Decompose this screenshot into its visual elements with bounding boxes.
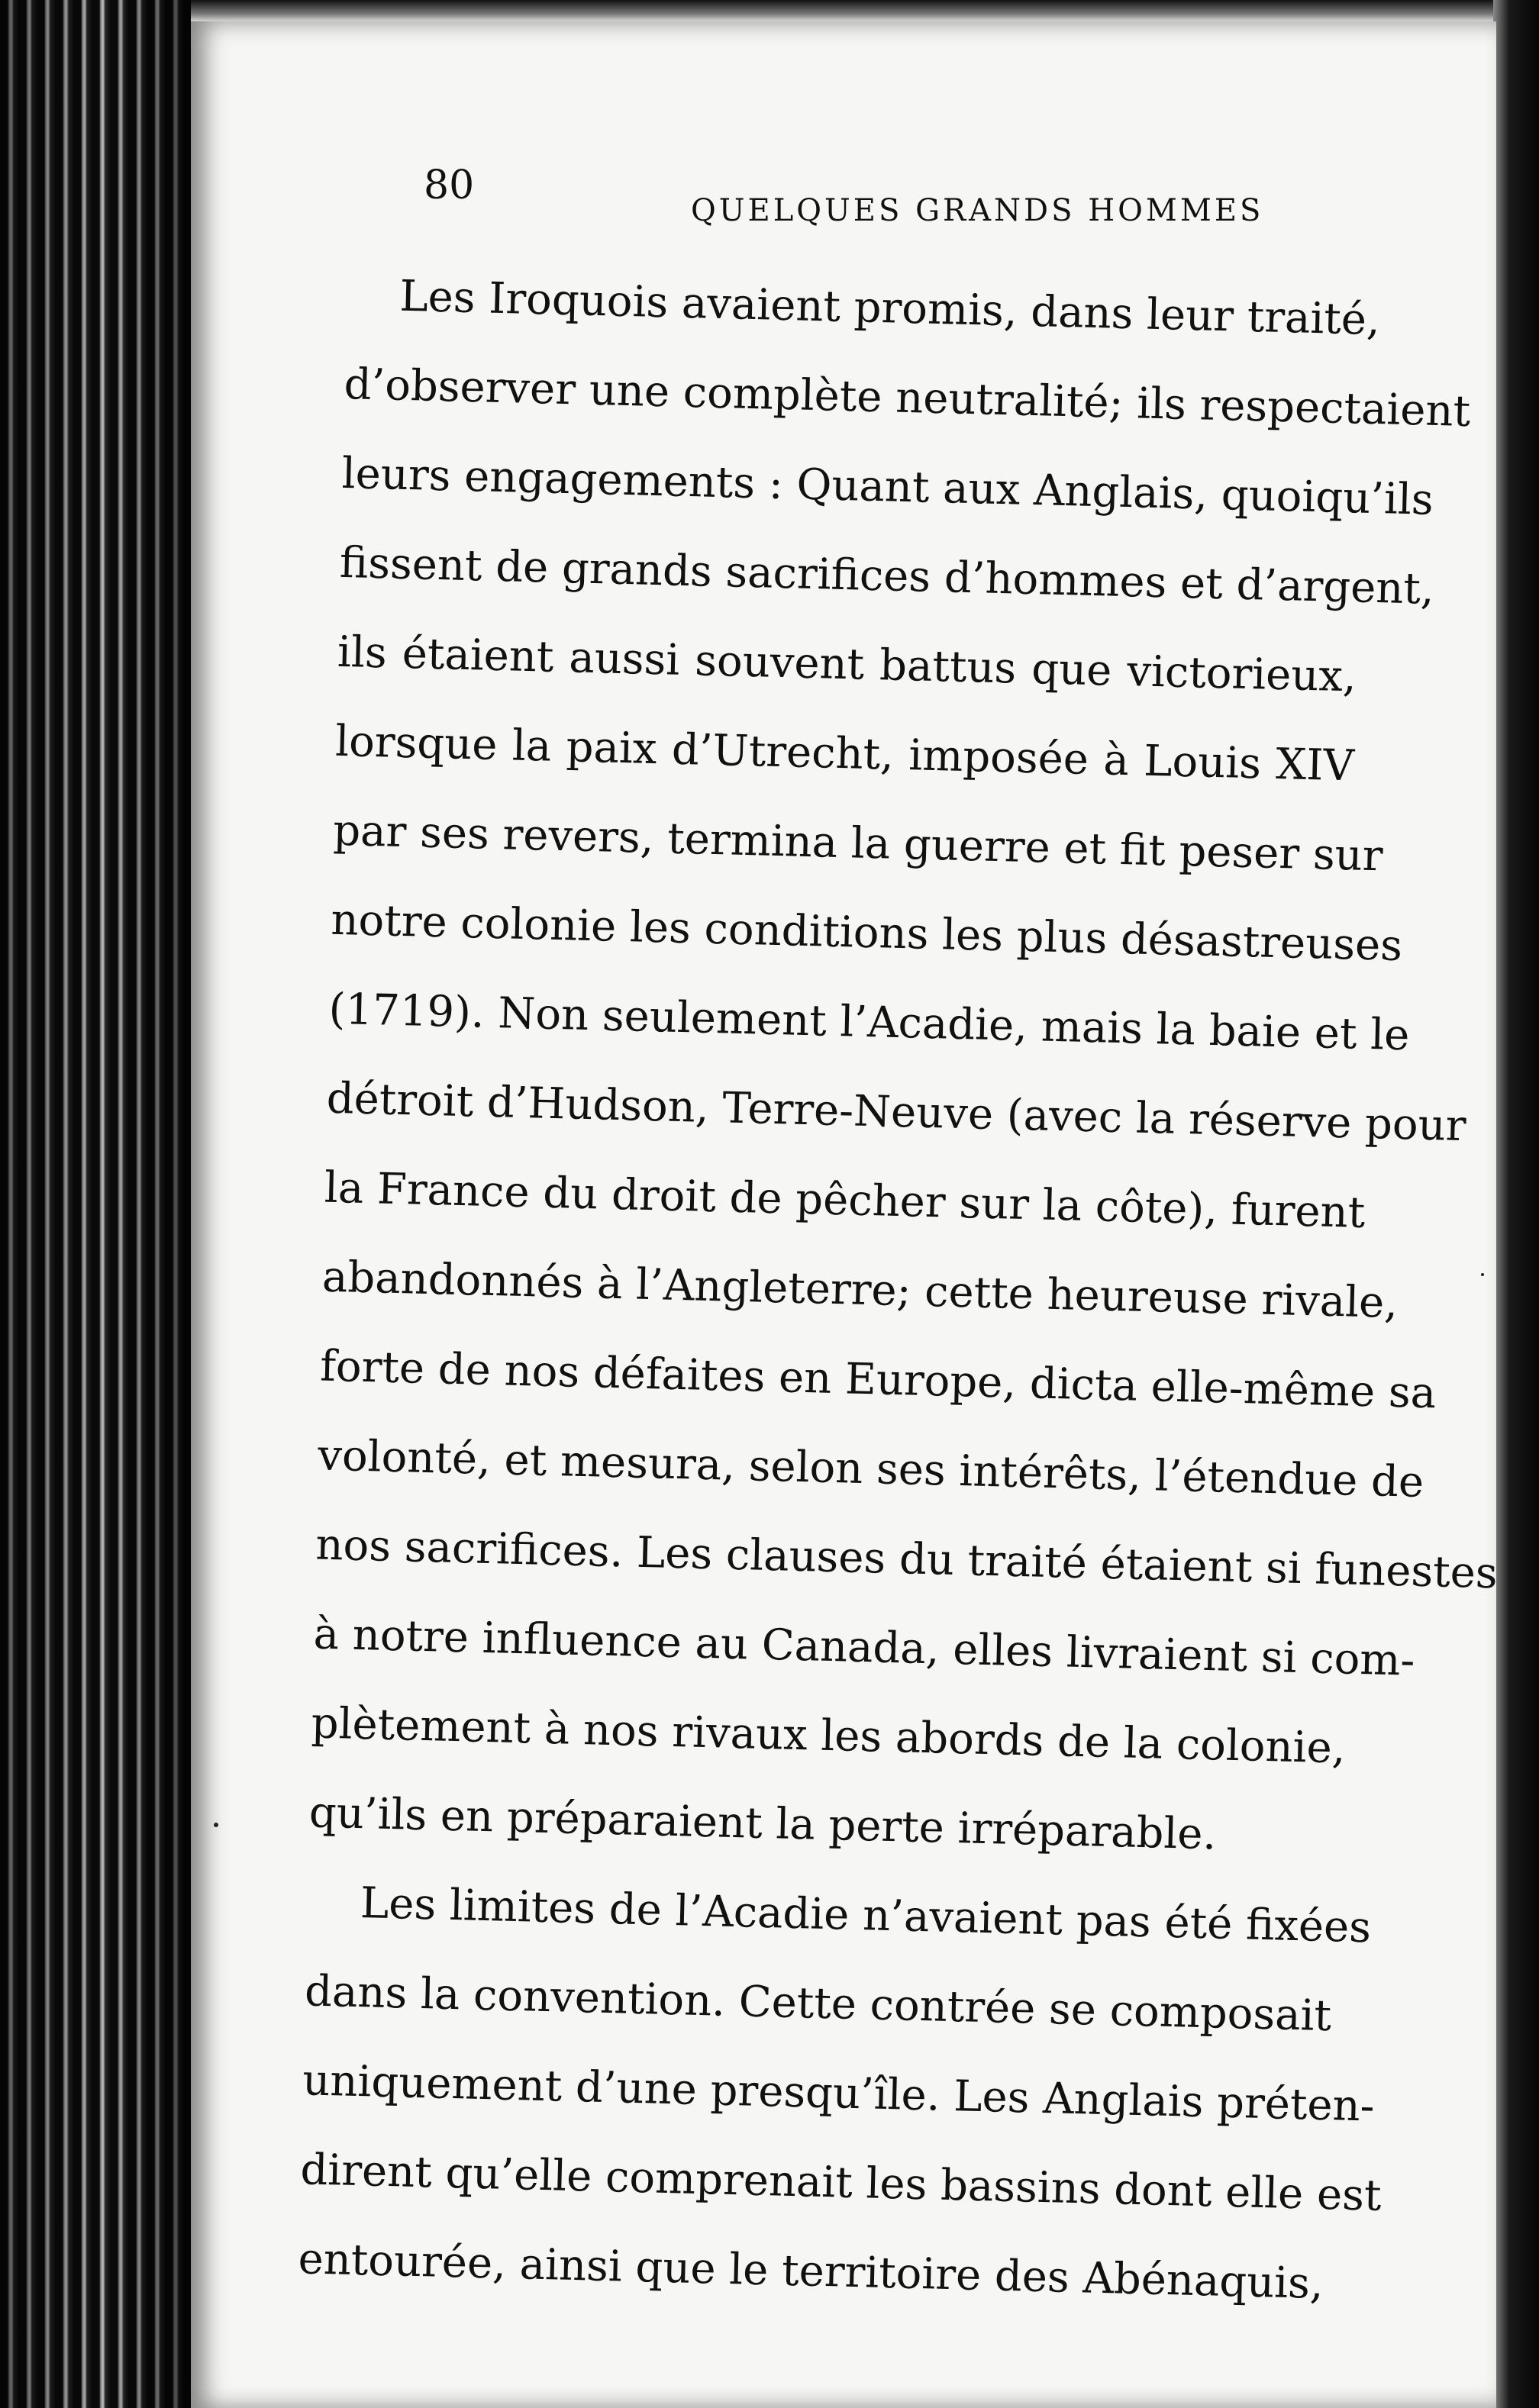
text-line: Les Iroquois avaient promis, dans leur traité, [398,271,1381,346]
book-page [191,21,1499,2408]
text-line: la France du droit de pêcher sur la côte), furent [324,1162,1366,1238]
text-line: abandonnés à l’Angleterre; cette heureuse rivale, [321,1252,1399,1329]
text-line: entourée, ainsi que le territoire des Abénaquis, [297,2234,1324,2310]
text-line: plètement à nos rivaux les abords de la colonie, [311,1698,1347,1774]
running-head-title: QUELQUES GRANDS HOMMES [691,193,1264,228]
text-line: d’observer une complète neutralité; ils respectaient [343,359,1471,437]
text-line: Les limites de l’Acadie n’avaient pas été fixées [360,1878,1372,1953]
text-line: à notre influence au Canada, elles livraient si com- [312,1609,1416,1686]
text-line: dans la convention. Cette contrée se composait [304,1966,1332,2042]
scan-speck [1481,1273,1484,1276]
text-line: lorsque la paix d’Utrecht, imposée à Louis XIV [334,716,1355,791]
page-number: 80 [424,163,475,208]
text-line: uniquement d’une presqu’île. Les Anglais préten- [302,2055,1376,2132]
text-line: nos sacrifices. Les clauses du traité étaient si funestes [315,1520,1499,1599]
text-line: forte de nos défaites en Europe, dicta elle-même sa [319,1341,1437,1419]
scan-speck [214,1823,218,1827]
running-head [191,140,1496,231]
text-line: dirent qu’elle comprenait les bassins dont elle est [299,2145,1383,2221]
page-top-edge [191,0,1496,23]
paragraph-2 [297,1857,1383,2328]
text-line: ils étaient aussi souvent battus que victorieux, [337,627,1357,702]
paragraph-1 [308,250,1499,1882]
text-line: par ses revers, termina la guerre et fit peser sur [332,805,1384,882]
page-right-edge [1493,0,1539,2408]
spine-shadow [0,0,191,2408]
text-line: qu’ils en préparaient la perte irréparable. [308,1787,1218,1860]
text-line: fissent de grands sacrifices d’hommes et d’argent, [339,537,1435,614]
body-text [297,250,1499,2329]
text-line: détroit d’Hudson, Terre-Neuve (avec la réserve pour [326,1073,1467,1152]
text-line: notre colonie les conditions les plus désastreuses [330,895,1403,972]
text-line: (1719). Non seulement l’Acadie, mais la baie et le [327,984,1411,1061]
text-line: volonté, et mesura, selon ses intérêts, l’étendue de [317,1430,1424,1507]
text-line: leurs engagements : Quant aux Anglais, quoiqu’ils [341,448,1434,525]
